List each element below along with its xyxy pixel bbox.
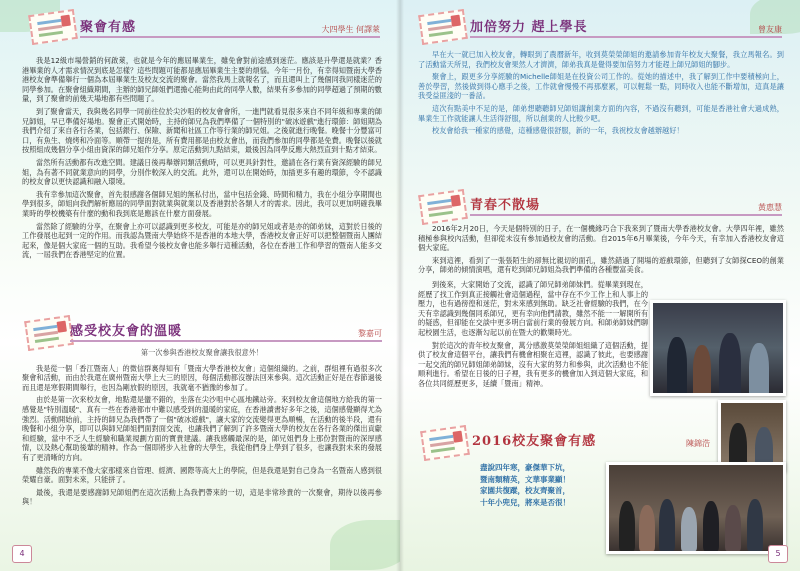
page-number: 5 — [768, 545, 788, 563]
article-title: 感受校友會的溫暖 — [70, 324, 183, 339]
poem-line: 家園共復蹤，校友齊聚首， — [480, 486, 570, 495]
poem — [480, 462, 600, 508]
article-title: 加倍努力 趕上學長 — [470, 20, 588, 35]
paragraph: 最後，我還是要感謝師兄師姐們在這次活動上為我們帶來的一切，這是非常珍貴的一次聚會，期待以後再參與！ — [22, 487, 382, 507]
article-title: 2016校友聚會有感 — [472, 434, 597, 449]
paragraph: 當然所有活動都有改進空間。建議日後再舉辦同類活動時，可以更具針對性，邀請在各行業有資深經驗的師兄姐，為有著不同就業意向的同學，分別作較深入的交流。此外，還可以在開始時，加插更多有趣的環節，令不認識的校友會以更快認識和融入環境。 — [22, 157, 382, 187]
paragraph: 到後來，大家開始了交流，認識了師兄師弟師妹們。從畢業到現在，經歷了找工作到真正接觸社會這個過程，當中存在不少工作上和人事上的壓力，也有過徬徨和迷茫，對未來感到無助。缺乏社會經驗的我們，在今天有幸認識到幾個同系師兄，更有幸向他們請教，雖然不能一一解開所有的疑惑，但卻能在交談中更多明白當前行業的發展方向。和師弟師妹們聊起校園生活，也逐漸勾起以前在暨大的歡樂時光。 — [418, 280, 649, 337]
center-fold — [396, 0, 404, 571]
paragraph: 雖然我的專業不像大家那樣來自管理、經濟、國際等高大上的學院，但是我還是對自己身為一名暨南人感到很榮耀自豪。面對未來，只能拼了。 — [22, 465, 382, 485]
paragraph: 我是從一個「香江暨南人」的微信群裏得知有「暨南大學香港校友會」這個組織的。之前，群組裡有過很多次聚會和活動，而由於我還在廣州暨南大學上大三的原因，每個活動都沒辦法回來參與。這次活動正好是在春節過後而且還是寒假期間舉行，也因為剛放假的原因，我就毫不猶豫的參加了。 — [22, 363, 382, 392]
poem-line: 暨南類精英，文華事業顯！ — [480, 474, 570, 484]
article-subtitle: 第一次參與香港校友聚會讓我很意外！ — [140, 348, 264, 357]
article-body-wrapped — [418, 280, 648, 392]
article-body — [418, 50, 784, 139]
article-header — [472, 430, 710, 450]
event-photo — [606, 462, 786, 554]
stamp-icon — [28, 9, 78, 45]
article-header — [470, 196, 782, 216]
paragraph: 來到這裡，看到了一張張陌生的卻無比親切的面孔，雖然錯過了開場的遊戲環節，但聽到了女師探CEO的創業分享，師弟的傾情演唱，還有吃到師兄師姐為我們準備的各種豐富美食。 — [418, 255, 784, 275]
article-author: 黃惠慧 — [758, 203, 782, 212]
article-header — [470, 18, 782, 38]
stamp-icon — [418, 9, 468, 45]
stamp-icon — [418, 189, 468, 225]
stamp-icon — [420, 425, 470, 461]
paragraph: 到了聚會當天，我與幾名同學一同前往位於尖沙咀的校友會會所，一進門就看見很多來自不同年級和專業的師兄師姐，早已準備好場地。聚會正式開始時，主持的師兄為我們準備了一個特別的"破冰遊戲"進行環節：師姐期為我們介紹了來自各行各業，包括銀行、保險、新聞和社區工作等行業的師兄姐。之後就進行晚餐。晚餐十分豐富可口，有魚生、燒烤和冷面等。順帶一提的是，所有費用都是由校友會出，而我們參加的同學都是免費。晚餐以後就按照組成幾個分享小組由資深的師兄姐作分享。原定活動到九點結束，最後因為同學反應大熱烈直到十點才結束。 — [22, 106, 382, 155]
article-title: 青春不散場 — [470, 198, 541, 213]
poem-line: 盡說四年寒，豪傑華下坑， — [480, 463, 570, 472]
article-header — [70, 322, 382, 342]
article-title: 聚會有感 — [80, 20, 137, 35]
paragraph: 校友會給我一種家的感覺，這種感覺很舒服，新的一年，我祝校友會越辦越好！ — [432, 126, 684, 136]
paragraph: 對於這次的青年校友聚會，萬分感激莫榮榮師姐組織了這個活動，提供了校友會這個平台，讓我們有機會相聚在這裡，認識了彼此，也要感謝一起交流的師兄師姐師弟師妹，沒有大家的努力和參與，此次活動也不能順利進行。希望在日後的日子裡，我有更多的機會加入到這個大家庭，和各位共同經歷更多，延續「暨南」精神。 — [418, 340, 649, 388]
paragraph: 當然除了經驗的分享，在聚會上亦可以認識到更多校友，可能是亦的師兄姐或者是亦的師弟妹，這對於日後的工作發展也起到一定的作用。而我認為暨南大學始終不是香港的本地大學，香港校友會正好可以把整個暨南人團結起來，像是個大家庭一個的互助。我希望今後校友會也能多舉行這種活動，各位在香港工作和學習的暨南人能多交流，一屆我們在香港堅定的位置。 — [22, 221, 382, 260]
article-body — [22, 348, 382, 510]
leaf-decoration — [330, 520, 400, 570]
article-author: 陳錦浩 — [686, 439, 710, 448]
paragraph: 聚會上，跟更多分享經驗的Michelle師姐是在投資公司工作的。從她的描述中，我了解到工作中要積極向上，善於學習，然後做到得心應手之後，工作就會慢慢不再那麼累，可以輕鬆一點，同時收入也能不斷增加，這真是讓我受益匪淺的一番話。 — [418, 72, 784, 101]
right-page — [400, 0, 800, 571]
article-author: 曾友康 — [758, 25, 782, 34]
paragraph: 2016年2月20日，今天是個特別的日子，在一個機緣巧合下我來到了暨南大學香港校友會。大學四年裡，雖然積極參與校內活動，但卻從未沒有參加過校友會的活動。自2015年6月畢業後，今年今天，有幸加入香港校友會這個大家庭。 — [418, 224, 784, 253]
article-body — [418, 224, 784, 278]
event-photo — [650, 300, 786, 396]
article-header — [80, 18, 380, 38]
article-author: 黎嘉可 — [358, 329, 382, 338]
article-author: 大四學生 何譯萊 — [321, 25, 380, 34]
page-number: 4 — [12, 545, 32, 563]
paragraph: 這次有點美中不足的是，師弟想聽聽師兄師姐講創業方面的內容，不過沒有聽到，可能是香港社會大過成熟，畢業生工作就能讓人生活得舒服，所以創業的人比較少吧。 — [418, 103, 784, 123]
paragraph: 我是12級市場營銷的何啟萊，也就是今年的應屆畢業生，雖免會對前途感到迷茫。應該是升學還是就業？香港畢業的人才需求情況到底是怎樣？這些問題可能都是應屆畢業生主要的煩惱。今年一月份，有幸得知暨南大學香港校友會準備舉行一個為本屆畢業生及校友交流的聚會。當然我馬上就報名了，而且還叫上了幾個同我同樣迷茫的同學參加。在聚會組織期間，主辦的師兄師姐們還擔心能夠由此的同學人數，結果有多參加的同學超過了預期的數量，到了聚會的前幾天場地都有些問題了。 — [22, 56, 382, 104]
stamp-icon — [24, 315, 74, 351]
poem-line: 十年小兜兒，將來是否很！ — [480, 497, 570, 507]
paragraph: 我有幸參加這次聚會，首先很感謝各個師兄姐的無私付出，當中包括金錢、時間和精力，我在小組分享期間也學到很多，師姐向我們解析應屆的同學面對就業與就業以及香港對於各類人才的需求。因此，我可以更加明確我畢業時的學校機築有什麼的動和我到底是應該在什麼方面發展。 — [22, 189, 382, 218]
paragraph: 早在大一就已加入校友會，轉眼到了農曆新年，收到莫榮榮師姐的邀請參加青年校友大聚餐，我立馬報名。到了活動當天所見，我們校友會果然人才濟濟，師弟我真是覺得要加倍努力才能趕上師兄師姐的腳步。 — [418, 50, 784, 69]
article-body — [22, 56, 382, 263]
paragraph: 由於是第一次來校友會，地點還是蠻不錯的，坐落在尖沙咀中心區地鐵站旁。來到校友會這個地方給我的第一感覺是"特別溫暖"、真有一些在香港都市中難以感受到的溫暖的家庭，在香港讀書好多年之後，這個感覺顯得尤為強烈。活動開始前，主持的師兄為我們帶了一個"破冰遊戲"，讓大家的交流變得更為順暢，在活動的後半段，還有晚餐和小組分享，即可以與師兄師姐們面對面交流，也讓我們了解到了許多暨南大學的校友在各行各業的傑出貢獻和經驗，當中不乏人生經驗和職業規劃方面的寶貴建議。讓我感觸最深的是，師兄姐們身上那份對暨南的深厚感情，以及熱心幫助後輩的精神。作為一個即將步入社會的大學生，我從他們身上學到了很多，也讓我對未來的發展有了更清晰的方向。 — [22, 395, 382, 462]
